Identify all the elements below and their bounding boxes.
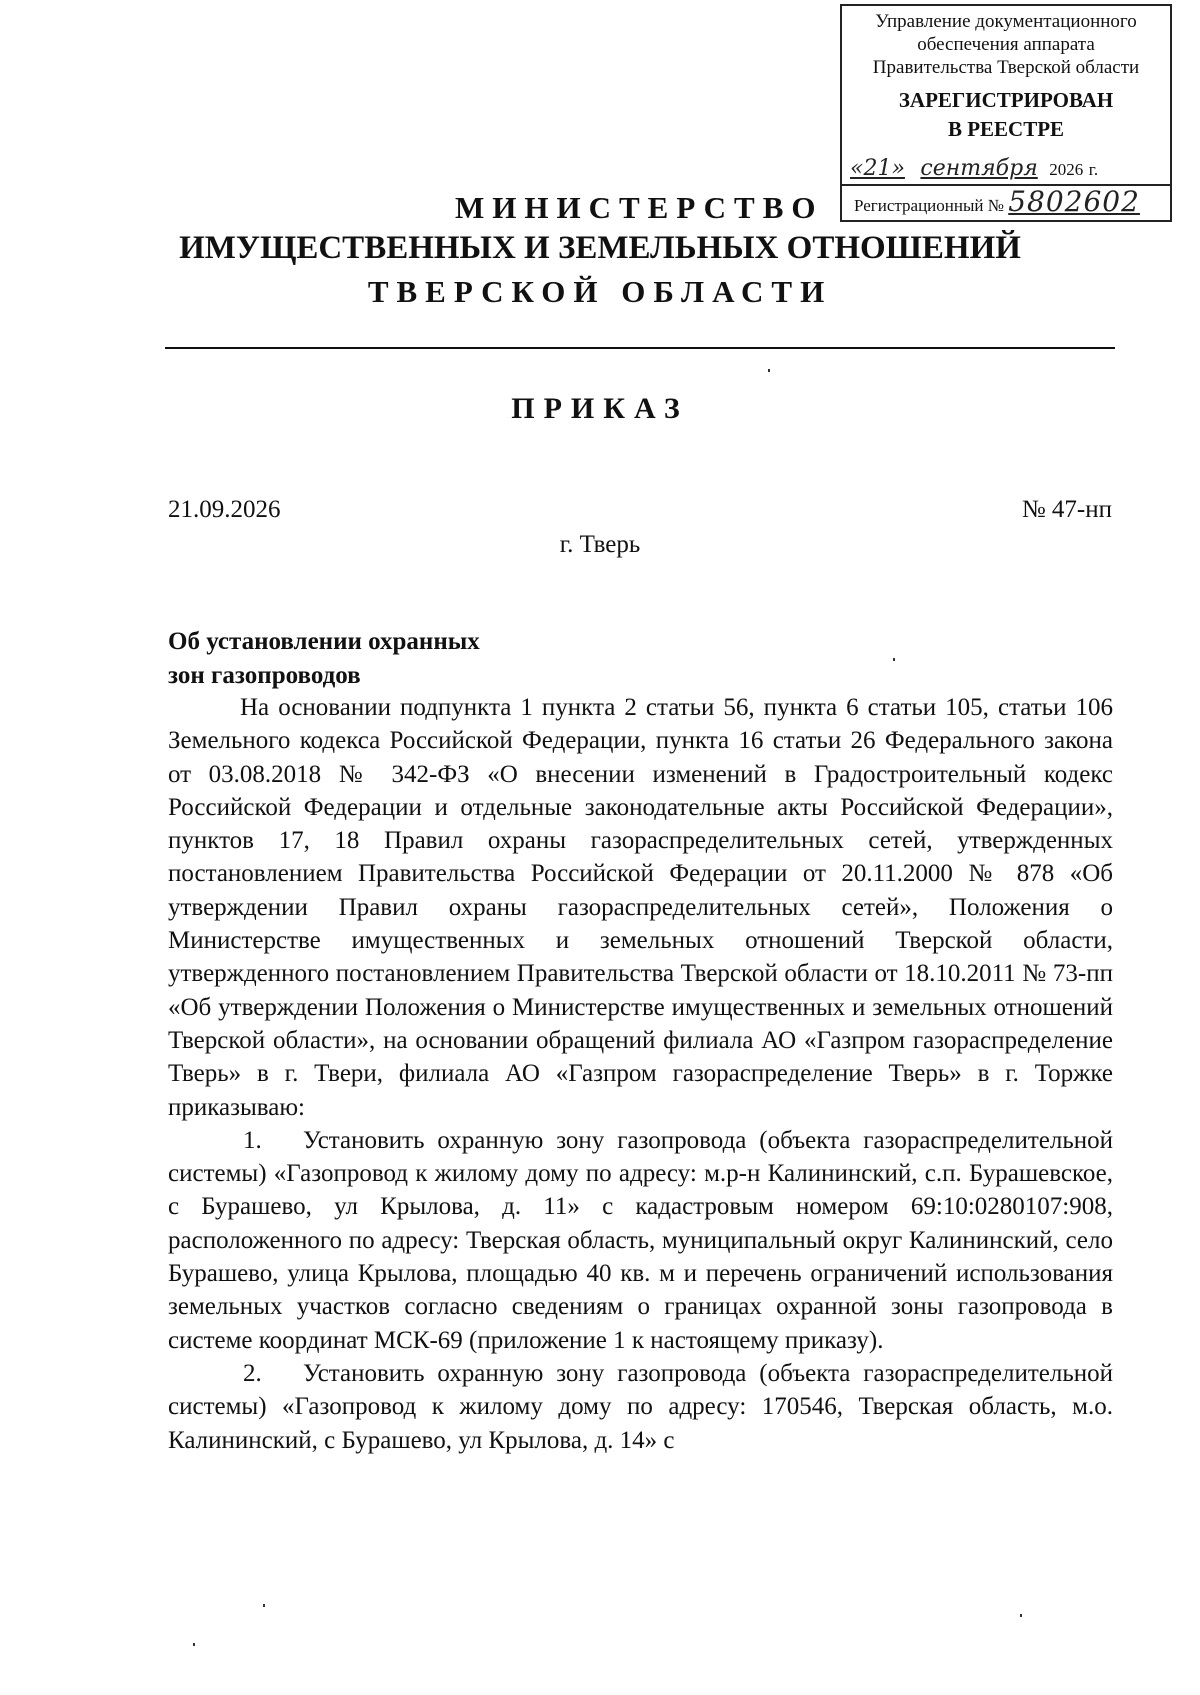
ministry-title: МИНИСТЕРСТВО (455, 190, 824, 225)
stamp-registered: ЗАРЕГИСТРИРОВАН (898, 88, 1114, 112)
stamp-dept-line2: обеспечения аппарата (917, 34, 1095, 55)
body-item-1 (168, 1124, 1113, 1357)
subject-line1: Об установлении охранных (168, 628, 480, 655)
item-number: 2. (243, 1359, 262, 1387)
stamp-date-suffix: г. (1088, 160, 1099, 179)
stamp-dept-line3: Правительства Тверской области (872, 57, 1140, 78)
stamp-reg-number-box (842, 184, 1170, 220)
stamp-dept-line1: Управление документационного (875, 11, 1137, 32)
subject-line2: зон газопроводов (168, 662, 361, 689)
scan-speck (263, 1604, 265, 1607)
stamp-reg-number: 5802602 (1008, 185, 1140, 218)
document-number: № 47-нп (1021, 496, 1112, 523)
ministry-subtitle: ИМУЩЕСТВЕННЫХ И ЗЕМЕЛЬНЫХ ОТНОШЕНИЙ (179, 230, 1021, 266)
registration-stamp (840, 4, 1172, 222)
stamp-date-day: «21» (850, 156, 905, 181)
body-intro: На основании подпункта 1 пункта 2 статьи 56, пункта 6 статьи 105, статьи 106 Земельного кодекса Российской Федерации, пункта 16 статьи 26 Федерального закона от 03.08.2018 № 342-ФЗ «О внесении изменений в Градостроительный кодекс Российской Федерации и отдельные законодательные акты Российской Федерации», пунктов 17, 18 Правил охраны газораспределительных сетей, утвержденных постановлением Правительства Российской Федерации от 20.11.2000 № 878 «Об утверждении Правил охраны газораспределительных сетей», Положения о Министерстве имущественных и земельных отношений Тверской области, утвержденного постановлением Правительства Тверской области от 18.10.2011 № 73-пп «Об утверждении Положения о Министерстве имущественных и земельных отношений Тверской области», на основании обращений филиала АО «Газпром газораспределение Тверь» в г. Твери, филиала АО «Газпром газораспределение Тверь» в г. Торжке приказываю: (168, 694, 1113, 1121)
stamp-date (850, 156, 1164, 186)
body-item-2 (168, 1357, 1113, 1457)
stamp-registered-sub: В РЕЕСТРЕ (947, 117, 1065, 141)
document-type: ПРИКАЗ (511, 392, 689, 425)
item-text: Установить охранную зону газопровода (объекта газораспределительной системы) «Газопровод к жилому дому по адресу: м.р-н Калининский, с.п. Бурашевское, с Бурашево, ул Крылова, д. 11» с кадастровым номером 69:10:0280107:908, расположенного по адресу: Тверская область, муниципальный округ Калининский, село Бурашево, улица Крылова, площадью 40 кв. м и перечень ограничений использования земельных участков согласно сведениям о границах охранной зоны газопровода в системе координат МСК-69 (приложение 1 к настоящему приказу). (168, 1126, 1113, 1354)
ministry-region: ТВЕРСКОЙ ОБЛАСТИ (367, 274, 833, 309)
stamp-reg-label: Регистрационный № (854, 196, 1004, 215)
header-divider (165, 347, 1115, 349)
scan-speck (768, 369, 770, 372)
document-body (168, 691, 1113, 1457)
document-date: 21.09.2026 (168, 496, 281, 523)
scan-speck (193, 1643, 195, 1646)
stamp-date-month: сентября (920, 156, 1038, 181)
document-subject (168, 625, 588, 693)
document-city: г. Тверь (559, 531, 641, 558)
item-text: Установить охранную зону газопровода (объекта газораспределительной системы) «Газопровод к жилому дому по адресу: 170546, Тверская область, м.о. Калининский, с Бурашево, ул Крылова, д. 14» с (168, 1359, 1113, 1454)
scan-speck (893, 658, 895, 661)
item-number: 1. (243, 1126, 262, 1154)
stamp-date-year: 2026 (1049, 160, 1084, 179)
scan-speck (1020, 1614, 1022, 1617)
